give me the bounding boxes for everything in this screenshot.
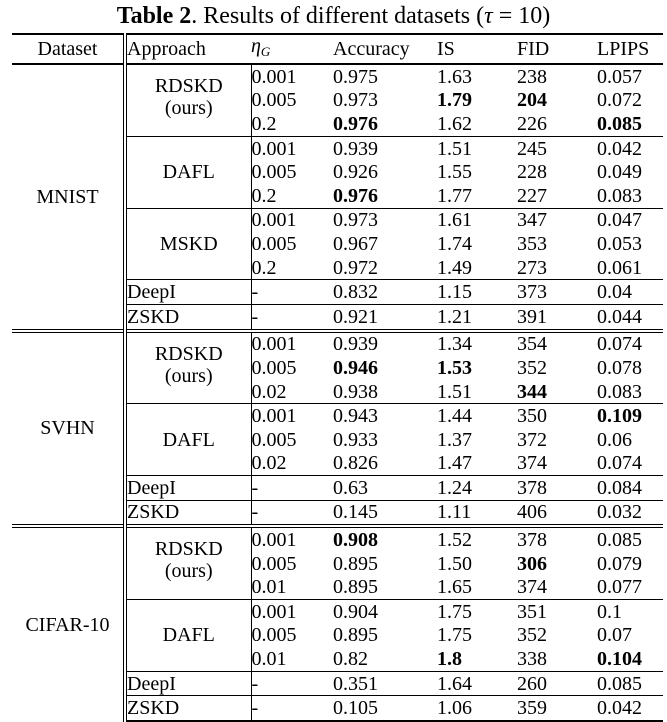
lpips-cell: 0.104 <box>597 648 642 671</box>
approach-cell <box>125 600 251 672</box>
accuracy-cell: 0.908 <box>333 526 437 552</box>
lpips-cell: 0.057 <box>597 64 663 89</box>
accuracy-cell: 0.933 <box>333 428 378 451</box>
table-body <box>12 64 663 721</box>
fid-cell: 374 <box>517 452 547 475</box>
eta-cell: 0.001 <box>251 208 333 232</box>
is-cell: 1.50 <box>437 552 472 575</box>
approach-note: (ours) <box>164 364 213 387</box>
lpips-cell: 0.042 <box>597 136 663 160</box>
eta-cell: 0.2 <box>251 184 277 207</box>
fid-cell: 359 <box>517 696 597 721</box>
caption-label: Table 2 <box>116 3 192 29</box>
is-cell: 1.21 <box>437 304 517 330</box>
accuracy-cell: 0.943 <box>333 404 437 428</box>
header-eta <box>251 34 333 64</box>
accuracy-cell: 0.939 <box>333 136 437 160</box>
approach-name: DeepI <box>125 671 251 696</box>
fid-cell: 351 <box>517 600 597 624</box>
is-cell: 1.37 <box>437 428 472 451</box>
accuracy-cell: 0.63 <box>333 476 437 501</box>
approach-cell <box>125 64 251 136</box>
approach-name: ZSKD <box>125 696 251 721</box>
fid-cell: 372 <box>517 428 547 451</box>
accuracy-cell: 0.895 <box>333 624 378 647</box>
eta-cell: - <box>251 500 333 526</box>
eta-cell: 0.005 <box>251 428 297 451</box>
table-row <box>12 64 663 89</box>
accuracy-cell: 0.976 <box>333 184 378 207</box>
fid-cell: 228 <box>517 161 547 184</box>
fid-cell: 406 <box>517 500 597 526</box>
accuracy-cell: 0.921 <box>333 304 437 330</box>
lpips-cell: 0.085 <box>597 671 663 696</box>
fid-cell: 344 <box>517 380 547 403</box>
fid-cell: 238 <box>517 64 597 89</box>
table-caption <box>0 2 667 30</box>
fid-cell: 227 <box>517 184 547 207</box>
is-cell: 1.51 <box>437 136 517 160</box>
is-cell: 1.62 <box>437 112 472 135</box>
lpips-cell: 0.083 <box>597 380 642 403</box>
approach-name: ZSKD <box>125 500 251 526</box>
is-cell: 1.74 <box>437 232 472 255</box>
is-cell: 1.63 <box>437 64 517 89</box>
accuracy-cell: 0.973 <box>333 208 437 232</box>
lpips-cell: 0.074 <box>597 452 642 475</box>
dataset-name: MNIST <box>12 64 125 331</box>
lpips-cell: 0.061 <box>597 256 642 279</box>
lpips-cell: 0.1 <box>597 600 663 624</box>
fid-cell: 373 <box>517 280 597 305</box>
eta-cell: 0.005 <box>251 552 297 575</box>
is-cell: 1.55 <box>437 161 472 184</box>
lpips-cell: 0.044 <box>597 304 663 330</box>
accuracy-cell: 0.832 <box>333 280 437 305</box>
accuracy-cell: 0.895 <box>333 552 378 575</box>
eta-cell: 0.02 <box>251 452 287 475</box>
lpips-cell: 0.042 <box>597 696 663 721</box>
accuracy-cell: 0.82 <box>333 648 368 671</box>
fid-cell: 245 <box>517 136 597 160</box>
fid-cell: 352 <box>517 624 547 647</box>
is-cell: 1.47 <box>437 452 472 475</box>
lpips-cell: 0.07 <box>597 624 632 647</box>
header-row <box>12 34 663 64</box>
accuracy-cell: 0.145 <box>333 500 437 526</box>
lpips-cell: 0.109 <box>597 404 663 428</box>
table-row <box>12 526 663 552</box>
eta-cell: 0.001 <box>251 331 333 357</box>
eta-cell: 0.001 <box>251 404 333 428</box>
lpips-cell: 0.049 <box>597 161 642 184</box>
fid-cell: 352 <box>517 356 547 379</box>
is-cell: 1.34 <box>437 331 517 357</box>
is-cell: 1.79 <box>437 89 472 112</box>
approach-cell <box>125 404 251 476</box>
lpips-cell: 0.047 <box>597 208 663 232</box>
fid-cell: 273 <box>517 256 547 279</box>
is-cell: 1.06 <box>437 696 517 721</box>
fid-cell: 378 <box>517 476 597 501</box>
accuracy-cell: 0.973 <box>333 89 378 112</box>
is-cell: 1.51 <box>437 380 472 403</box>
approach-name: DAFL <box>162 428 215 451</box>
approach-name: DAFL <box>162 161 215 184</box>
accuracy-cell: 0.972 <box>333 256 378 279</box>
approach-name: RDSKD <box>154 538 223 561</box>
caption-tau: τ <box>484 3 493 29</box>
approach-cell <box>125 136 251 208</box>
lpips-cell: 0.04 <box>597 280 663 305</box>
is-cell: 1.65 <box>437 576 472 599</box>
eta-cell: 0.005 <box>251 232 297 255</box>
header-accuracy: Accuracy <box>333 34 437 64</box>
fid-cell: 374 <box>517 576 547 599</box>
lpips-cell: 0.077 <box>597 576 642 599</box>
lpips-cell: 0.079 <box>597 552 642 575</box>
approach-name: RDSKD <box>154 75 223 97</box>
accuracy-cell: 0.975 <box>333 64 437 89</box>
eta-cell: 0.2 <box>251 112 277 135</box>
accuracy-cell: 0.946 <box>333 356 378 379</box>
lpips-cell: 0.074 <box>597 331 663 357</box>
is-cell: 1.11 <box>437 500 517 526</box>
is-cell: 1.75 <box>437 624 472 647</box>
lpips-cell: 0.083 <box>597 184 642 207</box>
fid-cell: 226 <box>517 112 547 135</box>
fid-cell: 350 <box>517 404 597 428</box>
eta-cell: 0.005 <box>251 161 297 184</box>
eta-cell: - <box>251 476 333 501</box>
eta-cell: 0.001 <box>251 526 333 552</box>
fid-cell: 378 <box>517 526 597 552</box>
dataset-name: SVHN <box>12 331 125 527</box>
header-lpips: LPIPS <box>597 34 663 64</box>
lpips-cell: 0.072 <box>597 89 642 112</box>
fid-cell: 353 <box>517 232 547 255</box>
eta-cell: 0.005 <box>251 89 297 112</box>
approach-name: DAFL <box>162 624 215 647</box>
fid-cell: 204 <box>517 89 547 112</box>
eta-cell: - <box>251 280 333 305</box>
approach-name: DeepI <box>125 476 251 501</box>
is-cell: 1.53 <box>437 356 472 379</box>
is-cell: 1.8 <box>437 648 462 671</box>
accuracy-cell: 0.904 <box>333 600 437 624</box>
approach-note: (ours) <box>164 560 213 583</box>
caption-tau-value: = 10) <box>492 3 551 29</box>
eta-cell: 0.2 <box>251 256 277 279</box>
is-cell: 1.49 <box>437 256 472 279</box>
is-cell: 1.52 <box>437 526 517 552</box>
fid-cell: 306 <box>517 552 547 575</box>
fid-cell: 347 <box>517 208 597 232</box>
header-approach: Approach <box>125 34 251 64</box>
accuracy-cell: 0.351 <box>333 671 437 696</box>
approach-name: RDSKD <box>154 342 223 365</box>
eta-cell: 0.01 <box>251 576 287 599</box>
approach-cell <box>125 526 251 599</box>
lpips-cell: 0.084 <box>597 476 663 501</box>
is-cell: 1.75 <box>437 600 517 624</box>
results-table <box>12 33 663 722</box>
lpips-cell: 0.085 <box>597 526 663 552</box>
is-cell: 1.44 <box>437 404 517 428</box>
accuracy-cell: 0.926 <box>333 161 378 184</box>
lpips-cell: 0.06 <box>597 428 632 451</box>
accuracy-cell: 0.105 <box>333 696 437 721</box>
eta-cell: - <box>251 696 333 721</box>
approach-cell <box>125 208 251 280</box>
header-dataset: Dataset <box>12 34 125 64</box>
accuracy-cell: 0.976 <box>333 112 378 135</box>
lpips-cell: 0.078 <box>597 356 642 379</box>
accuracy-cell: 0.967 <box>333 232 378 255</box>
accuracy-cell: 0.938 <box>333 380 378 403</box>
fid-cell: 354 <box>517 331 597 357</box>
fid-cell: 260 <box>517 671 597 696</box>
eta-cell: - <box>251 671 333 696</box>
header-fid: FID <box>517 34 597 64</box>
table-row <box>12 331 663 357</box>
eta-cell: 0.001 <box>251 600 333 624</box>
eta-cell: - <box>251 304 333 330</box>
eta-cell: 0.001 <box>251 64 333 89</box>
is-cell: 1.77 <box>437 184 472 207</box>
eta-cell: 0.02 <box>251 380 287 403</box>
approach-name: DeepI <box>125 280 251 305</box>
lpips-cell: 0.085 <box>597 112 642 135</box>
eta-cell: 0.005 <box>251 624 297 647</box>
lpips-cell: 0.032 <box>597 500 663 526</box>
accuracy-cell: 0.895 <box>333 576 378 599</box>
fid-cell: 338 <box>517 648 547 671</box>
header-eta-symbol: η <box>251 35 261 57</box>
lpips-cell: 0.053 <box>597 232 642 255</box>
approach-cell <box>125 331 251 404</box>
accuracy-cell: 0.826 <box>333 452 378 475</box>
accuracy-cell: 0.939 <box>333 331 437 357</box>
approach-note: (ours) <box>164 97 213 119</box>
eta-cell: 0.01 <box>251 648 287 671</box>
is-cell: 1.24 <box>437 476 517 501</box>
caption-text: . Results of different datasets ( <box>191 3 485 29</box>
header-eta-subscript: G <box>260 44 271 59</box>
approach-name: ZSKD <box>125 304 251 330</box>
is-cell: 1.64 <box>437 671 517 696</box>
dataset-name: CIFAR-10 <box>12 526 125 721</box>
is-cell: 1.61 <box>437 208 517 232</box>
approach-name: MSKD <box>159 232 218 255</box>
fid-cell: 391 <box>517 304 597 330</box>
eta-cell: 0.005 <box>251 356 297 379</box>
is-cell: 1.15 <box>437 280 517 305</box>
header-is: IS <box>437 34 517 64</box>
eta-cell: 0.001 <box>251 136 333 160</box>
